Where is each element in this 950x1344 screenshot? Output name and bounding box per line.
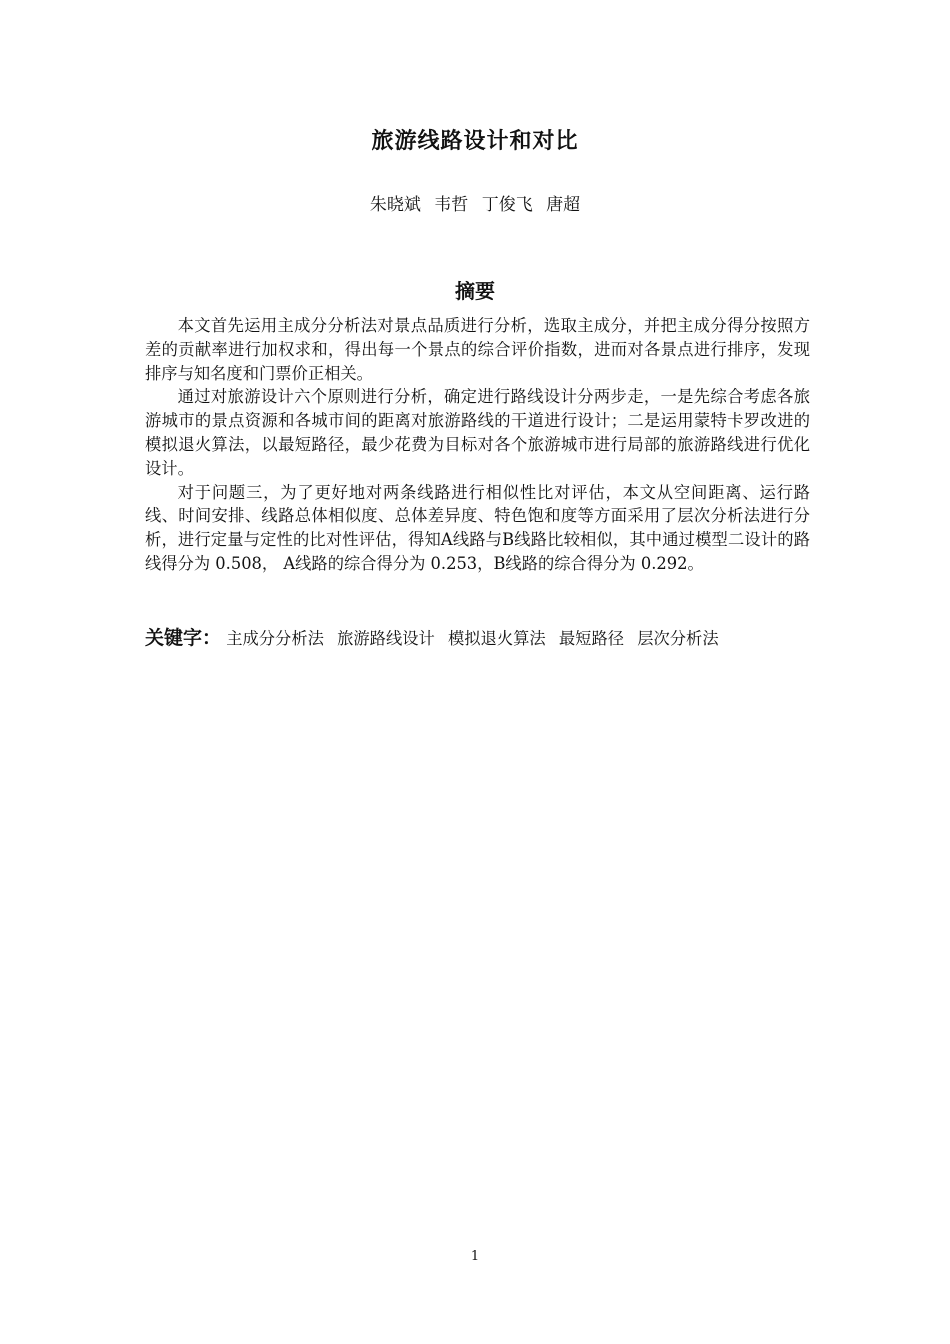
author-list [0,190,950,215]
keyword: 层次分析法 [637,629,719,648]
abstract-body [145,314,810,576]
keyword: 模拟退火算法 [447,629,546,648]
paper-title: 旅游线路设计和对比 [371,128,579,154]
keyword: 主成分分析法 [226,629,324,648]
abstract-paragraph: 对于问题三，为了更好地对两条线路进行相似性比对评估，本文从空间距离、运行路线、时间安排、线路总体相似度、总体差异度、特色饱和度等方面采用了层次分析法进行分析，进行定量与定性的比对性评估，得知A线路与B线路比较相似，其中通过模型二设计的路线得分为 0.508， A线路的综合得分为 0.253，B线路的综合得分为 0.292。 [145,482,810,573]
keyword: 最短路径 [558,629,625,648]
keywords-label: 关键字： [145,627,222,649]
author-name: 丁俊飞 [481,195,533,215]
keywords-line [145,624,825,653]
author-name: 朱晓斌 [369,195,421,215]
abstract-heading: 摘要 [455,279,495,303]
abstract-paragraph: 本文首先运用主成分分析法对景点品质进行分析，选取主成分，并把主成分得分按照方差的贡献率进行加权求和，得出每一个景点的综合评价指数，进而对各景点进行排序，发现排序与知名度和门票价正相关。 [145,316,810,383]
page-number: 1 [470,1249,480,1264]
author-name: 唐超 [546,195,581,215]
abstract-paragraph: 通过对旅游设计六个原则进行分析，确定进行路线设计分两步走，一是先综合考虑各旅游城市的景点资源和各城市间的距离对旅游路线的干道进行设计；二是运用蒙特卡罗改进的模拟退火算法，以最短路径，最少花费为目标对各个旅游城市进行局部的旅游路线进行优化设计。 [145,387,810,478]
keyword: 旅游路线设计 [337,629,435,648]
author-name: 韦哲 [434,195,469,215]
